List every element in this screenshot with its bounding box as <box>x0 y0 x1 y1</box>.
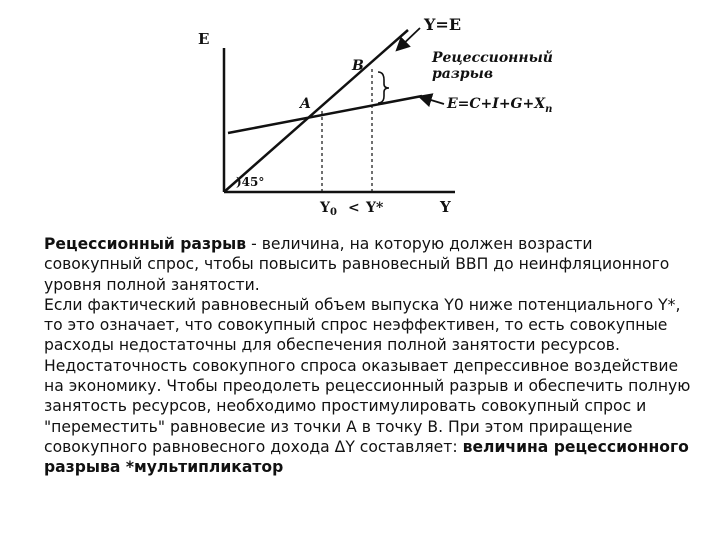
term-heading: Рецессионный разрыв <box>44 235 247 253</box>
gap-brace <box>378 72 389 103</box>
y0-label: $Y_0$ <box>320 200 337 218</box>
point-a-label: A <box>300 96 311 112</box>
ystar-label: Y* <box>366 200 384 216</box>
angle-label: )45° <box>236 175 265 189</box>
description-text <box>44 234 694 478</box>
ae-leader-arrow <box>421 97 444 104</box>
point-b-label: B <box>352 58 364 74</box>
y-axis-label: E <box>198 30 210 48</box>
x-axis-label: Y <box>440 198 451 216</box>
explanation-paragraph <box>44 295 694 478</box>
recessionary-gap-diagram <box>0 0 720 230</box>
gap-label-line2: разрыв <box>432 66 494 82</box>
definition-text: - величина, на которую должен возрасти совокупный спрос, чтобы повысить равновесный ВВП до неинфляционного уровня полной занятости. <box>44 235 670 294</box>
line-45-degree <box>224 30 408 192</box>
less-than-sign: < <box>348 200 360 216</box>
ae-line-label: $E=C+I+G+X_n$ <box>447 96 553 115</box>
definition-paragraph <box>44 234 694 295</box>
line-45-label: Y=E <box>424 15 462 34</box>
formula-text: величина рецессионного разрыва *мультипликатор <box>44 437 689 477</box>
gap-label-line1: Рецессионный <box>432 50 553 66</box>
explanation-text: Если фактический равновесный объем выпуска Y0 ниже потенциального Y*, то это означает, что совокупный спрос неэффективен, то есть совокупные расходы недостаточны для обеспечения полной занятости ресурсов. Недостаточность совокупного спроса оказывает депрессивное воздействие на экономику. Чтобы преодолеть рецессионный разрыв и обеспечить полную занятость ресурсов, необходимо простимулировать совокупный спрос и "переместить" равновесие из точки А в точку В. При этом приращение совокупного равновесного дохода ΔY составляет: <box>44 295 691 456</box>
line-45-leader-arrow <box>398 28 420 49</box>
